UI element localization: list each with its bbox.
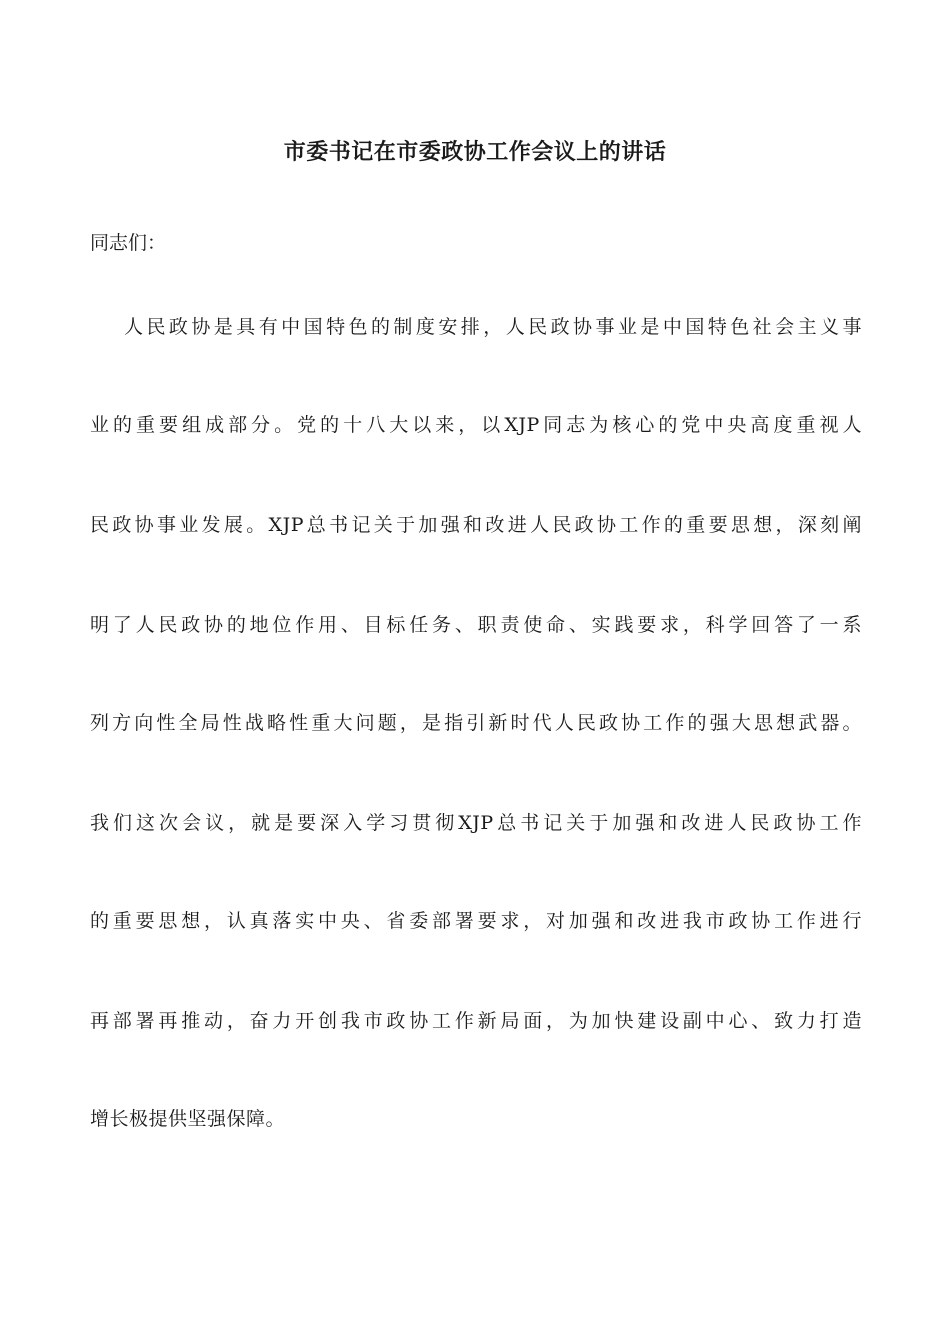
paragraph-line: 再部署再推动，奋力开创我市政协工作新局面，为加快建设副中心、致力打造	[90, 1010, 862, 1032]
paragraph-line: 明了人民政协的地位作用、目标任务、职责使命、实践要求，科学回答了一系	[90, 614, 862, 636]
document-title: 市委书记在市委政协工作会议上的讲话	[283, 139, 667, 165]
paragraph-line: 我们这次会议，就是要深入学习贯彻XJP总书记关于加强和改进人民政协工作	[90, 812, 862, 834]
salutation: 同志们：	[90, 232, 167, 254]
paragraph-line: 人民政协是具有中国特色的制度安排，人民政协事业是中国特色社会主义事	[124, 316, 862, 338]
paragraph-line: 列方向性全局性战略性重大问题，是指引新时代人民政协工作的强大思想武器。	[90, 712, 862, 734]
paragraph-line: 民政协事业发展。XJP总书记关于加强和改进人民政协工作的重要思想，深刻阐	[90, 514, 862, 536]
paragraph-line: 业的重要组成部分。党的十八大以来，以XJP同志为核心的党中央高度重视人	[90, 414, 862, 436]
paragraph-line: 的重要思想，认真落实中央、省委部署要求，对加强和改进我市政协工作进行	[90, 910, 862, 932]
paragraph-line: 增长极提供坚强保障。	[90, 1108, 286, 1130]
